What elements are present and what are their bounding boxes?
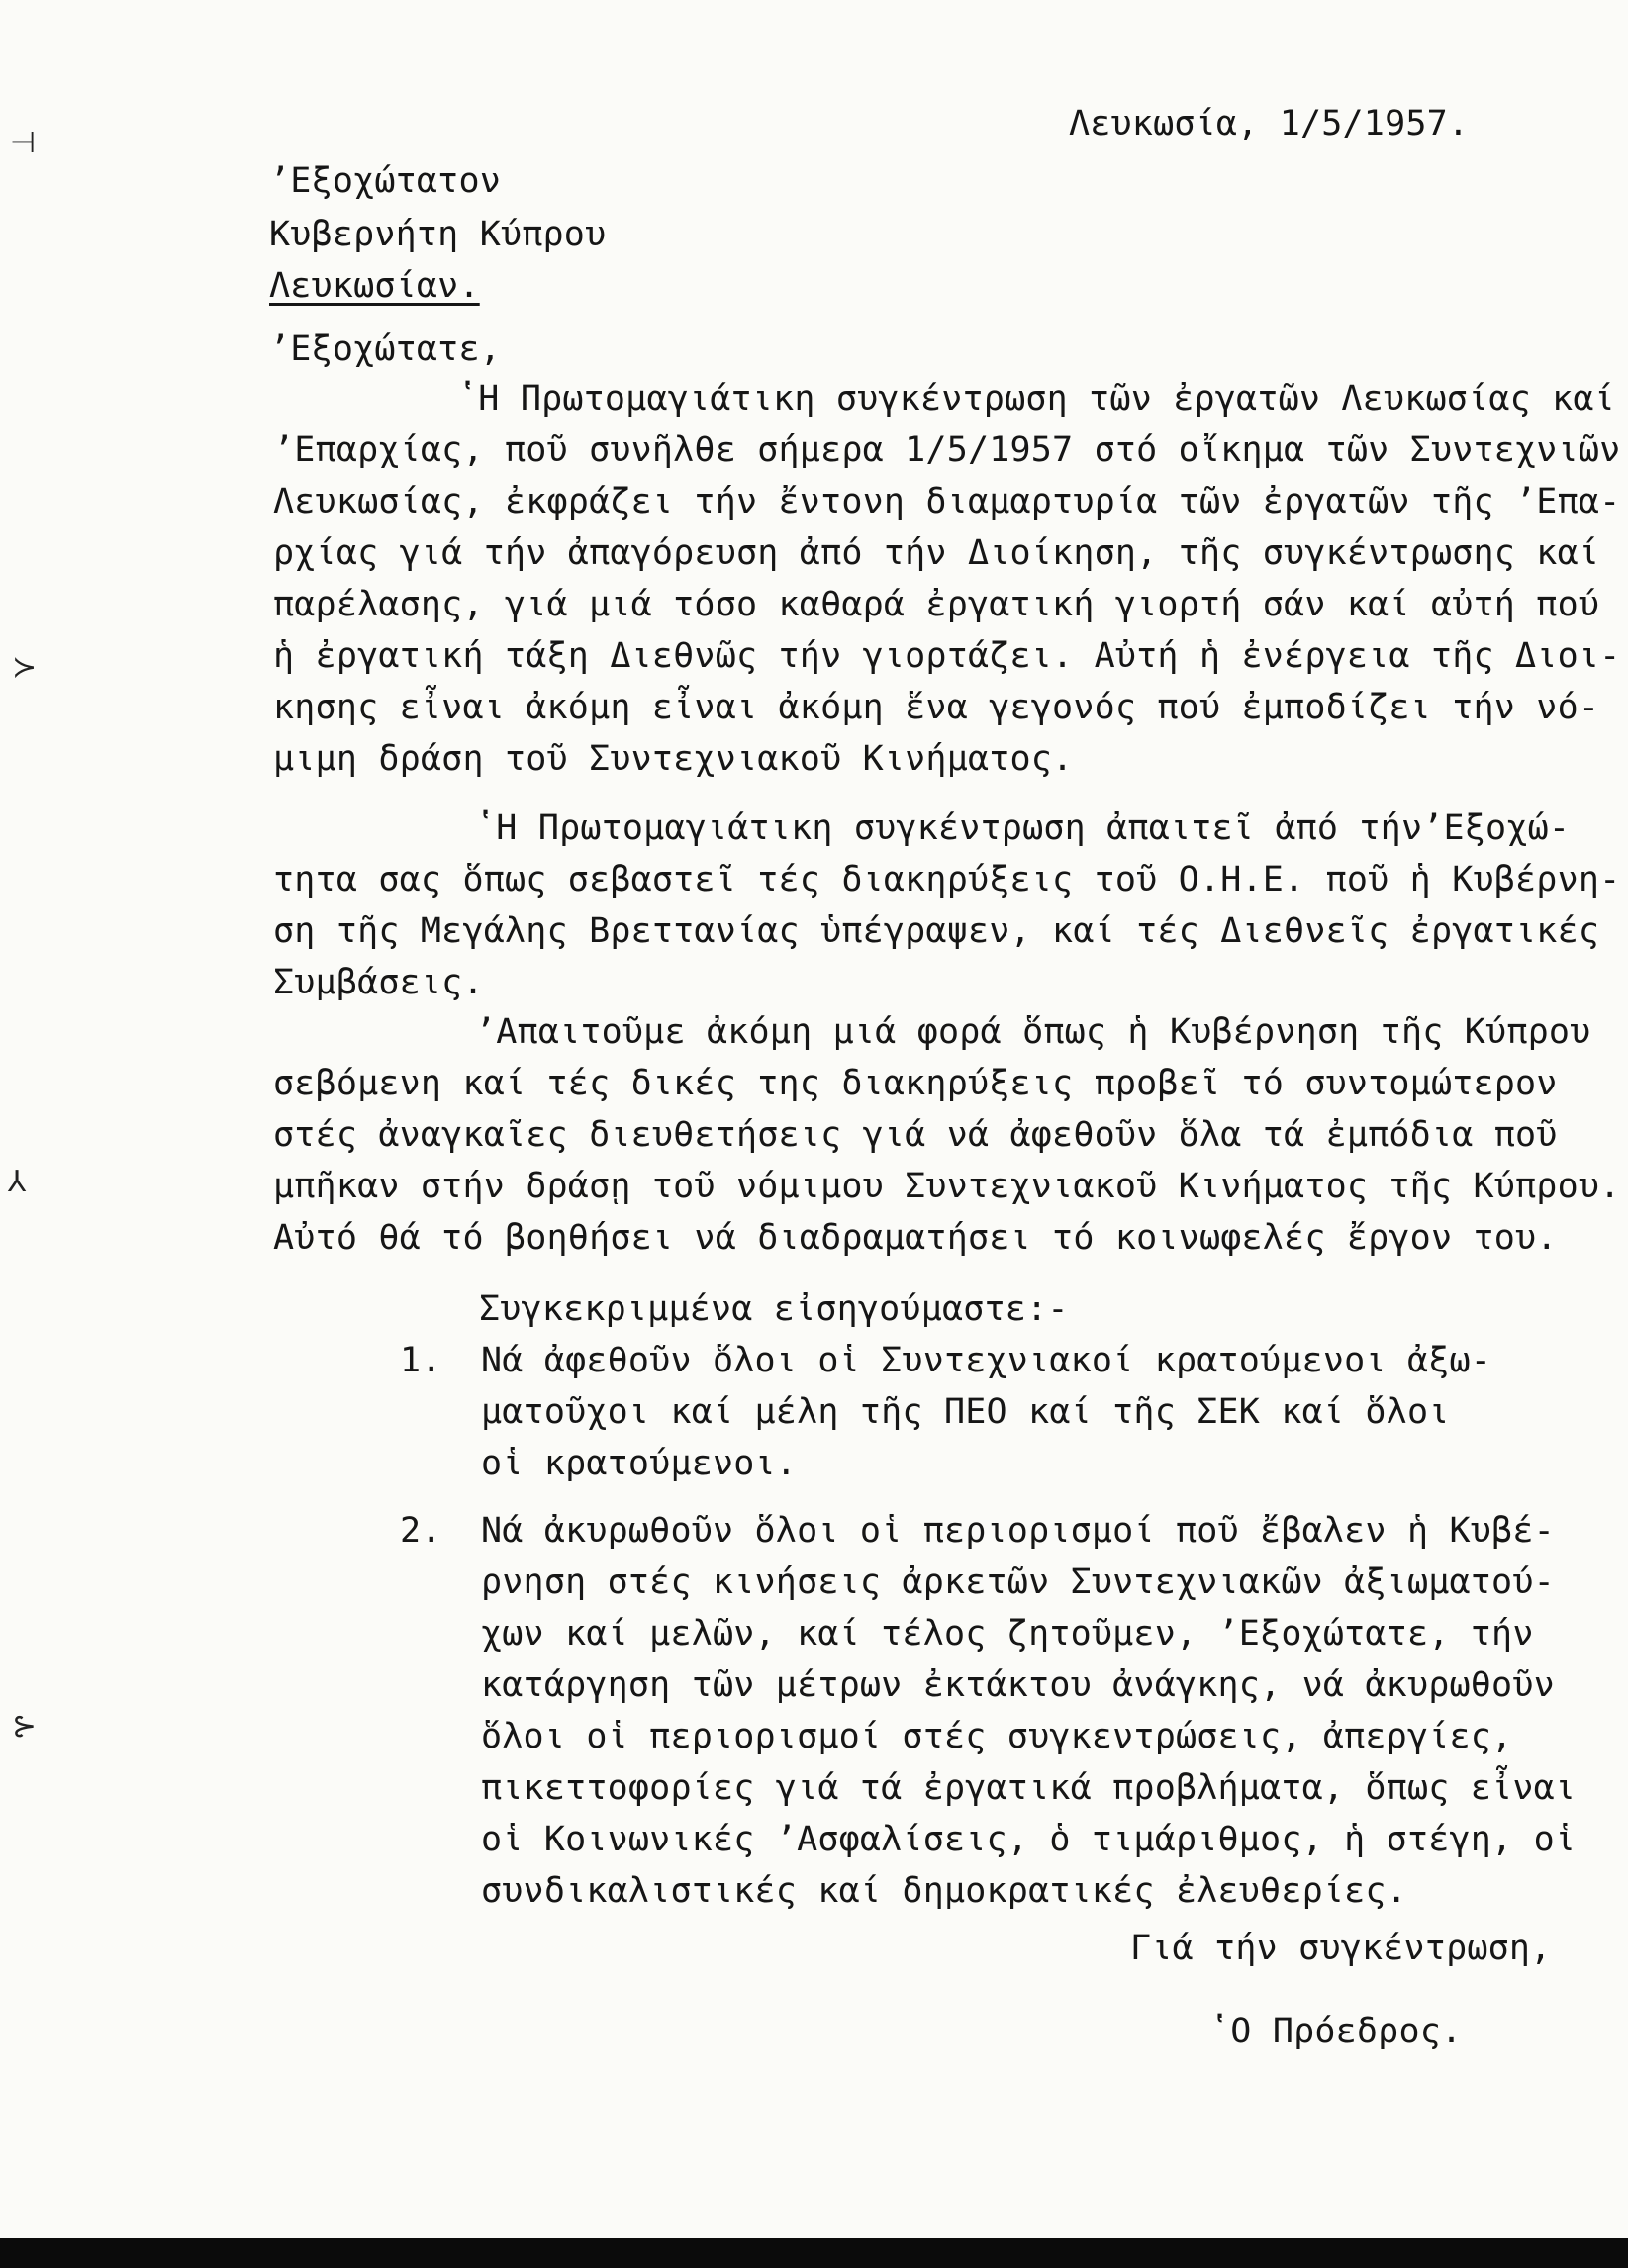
- scan-edge-bar: [0, 2238, 1628, 2268]
- item-1-line: οἱ κρατούμενοι.: [481, 1444, 798, 1483]
- item-2-line: κατάργηση τῶν μέτρων ἐκτάκτου ἀνάγκης, νά ἀκυρωθοῦν: [481, 1665, 1555, 1705]
- item-2-line: ρνηση στές κινήσεις ἀρκετῶν Συντεχνιακῶν ἀξιωματού-: [481, 1562, 1555, 1602]
- paragraph-3-line: μπῆκαν στήν δράσῃ τοῦ νόμιμου Συντεχνιακοῦ Κινήματος τῆς Κύπρου.: [273, 1167, 1621, 1206]
- signature: ʽΟ Πρόεδρος.: [1209, 2012, 1463, 2051]
- salutation: ʼΕξοχώτατε,: [269, 330, 501, 369]
- item-2-line: πικεττοφορίες γιά τά ἐργατικά προβλήματα, ὅπως εἶναι: [481, 1768, 1577, 1808]
- paragraph-2-line: ʽΗ Πρωτομαγιάτικη συγκέντρωση ἀπαιτεῖ ἀπό τήνʼΕξοχώ-: [475, 808, 1571, 848]
- paragraph-1-line: μιμη δράση τοῦ Συντεχνιακοῦ Κινήματος.: [273, 739, 1074, 779]
- paragraph-1-line: ἡ ἐργατική τάξη Διεθνῶς τήν γιορτάζει. Αὐτή ἡ ἐνέργεια τῆς Διοι-: [273, 636, 1621, 676]
- paragraph-3-line: ʼΑπαιτοῦμε ἀκόμη μιά φορά ὅπως ἡ Κυβέρνηση τῆς Κύπρου: [475, 1012, 1591, 1052]
- item-1-number: 1.: [400, 1341, 442, 1380]
- recipient-line-3: Λευκωσίαν.: [269, 266, 480, 306]
- item-2-line: χων καί μελῶν, καί τέλος ζητοῦμεν, ʼΕξοχώτατε, τήν: [481, 1614, 1534, 1654]
- paragraph-2-line: Συμβάσεις.: [273, 963, 484, 1002]
- paragraph-1-line: Λευκωσίας, ἐκφράζει τήν ἔντονη διαμαρτυρία τῶν ἐργατῶν τῆς ʼΕπα-: [273, 482, 1621, 521]
- paragraph-3-line: στές ἀναγκαῖες διευθετήσεις γιά νά ἀφεθοῦν ὅλα τά ἐμπόδια ποῦ: [273, 1115, 1558, 1155]
- paragraph-3-line: Αὐτό θά τό βοηθήσει νά διαδραματήσει τό κοινωφελές ἔργον του.: [273, 1218, 1558, 1258]
- paragraph-1-line: ʼΕπαρχίας, ποῦ συνῆλθε σήμερα 1/5/1957 στό οἴκημα τῶν Συντεχνιῶν: [273, 430, 1621, 470]
- recipient-line-1: ʼΕξοχώτατον: [269, 161, 501, 201]
- closing: Γιά τήν συγκέντρωση,: [1130, 1929, 1552, 1968]
- item-2-line: ὅλοι οἱ περιορισμοί στές συγκεντρώσεις, ἀπεργίες,: [481, 1717, 1513, 1756]
- paragraph-2-line: τητα σας ὅπως σεβαστεῖ τές διακηρύξεις τοῦ Ο.Η.Ε. ποῦ ἡ Κυβέρνη-: [273, 860, 1621, 899]
- paragraph-1-line: ʽΗ Πρωτομαγιάτικη συγκέντρωση τῶν ἐργατῶν Λευκωσίας καί: [457, 379, 1615, 419]
- item-2-number: 2.: [400, 1511, 442, 1551]
- margin-mark-middle: ≻: [12, 650, 38, 685]
- proposals-intro: Συγκεκριμμένα εἰσηγούμαστε:-: [479, 1289, 1069, 1329]
- paragraph-3-line: σεβόμενη καί τές δικές της διακηρύξεις προβεῖ τό συντομώτερον: [273, 1064, 1558, 1103]
- item-2-line: οἱ Κοινωνικές ʼΑσφαλίσεις, ὁ τιμάριθμος, ἡ στέγη, οἱ: [481, 1820, 1577, 1859]
- margin-mark-bottom: ⊱: [12, 1709, 38, 1744]
- item-1-line: Νά ἀφεθοῦν ὅλοι οἱ Συντεχνιακοί κρατούμενοι ἀξω-: [481, 1341, 1492, 1380]
- paragraph-1-line: παρέλασης, γιά μιά τόσο καθαρά ἐργατική γιορτή σάν καί αὐτή πού: [273, 585, 1600, 624]
- item-2-line: συνδικαλιστικές καί δημοκρατικές ἐλευθερίες.: [481, 1871, 1407, 1911]
- margin-mark-lower: ⅄: [8, 1165, 27, 1199]
- recipient-line-2: Κυβερνήτη Κύπρου: [269, 215, 607, 254]
- letter-date: Λευκωσία, 1/5/1957.: [1069, 104, 1470, 143]
- item-1-line: ματοῦχοι καί μέλη τῆς ΠΕΟ καί τῆς ΣΕΚ καί ὅλοι: [481, 1392, 1450, 1432]
- paragraph-1-line: ρχίας γιά τήν ἀπαγόρευση ἀπό τήν Διοίκηση, τῆς συγκέντρωσης καί: [273, 533, 1600, 573]
- paragraph-1-line: κησης εἶναι ἀκόμη εἶναι ἀκόμη ἕνα γεγονός πού ἐμποδίζει τήν νό-: [273, 688, 1600, 727]
- paragraph-2-line: ση τῆς Μεγάλης Βρεττανίας ὑπέγραψεν, καί τές Διεθνεῖς ἐργατικές: [273, 911, 1600, 951]
- item-2-line: Νά ἀκυρωθοῦν ὅλοι οἱ περιορισμοί ποῦ ἔβαλεν ἡ Κυβέ-: [481, 1511, 1555, 1551]
- margin-mark-top: ⊣: [10, 126, 37, 160]
